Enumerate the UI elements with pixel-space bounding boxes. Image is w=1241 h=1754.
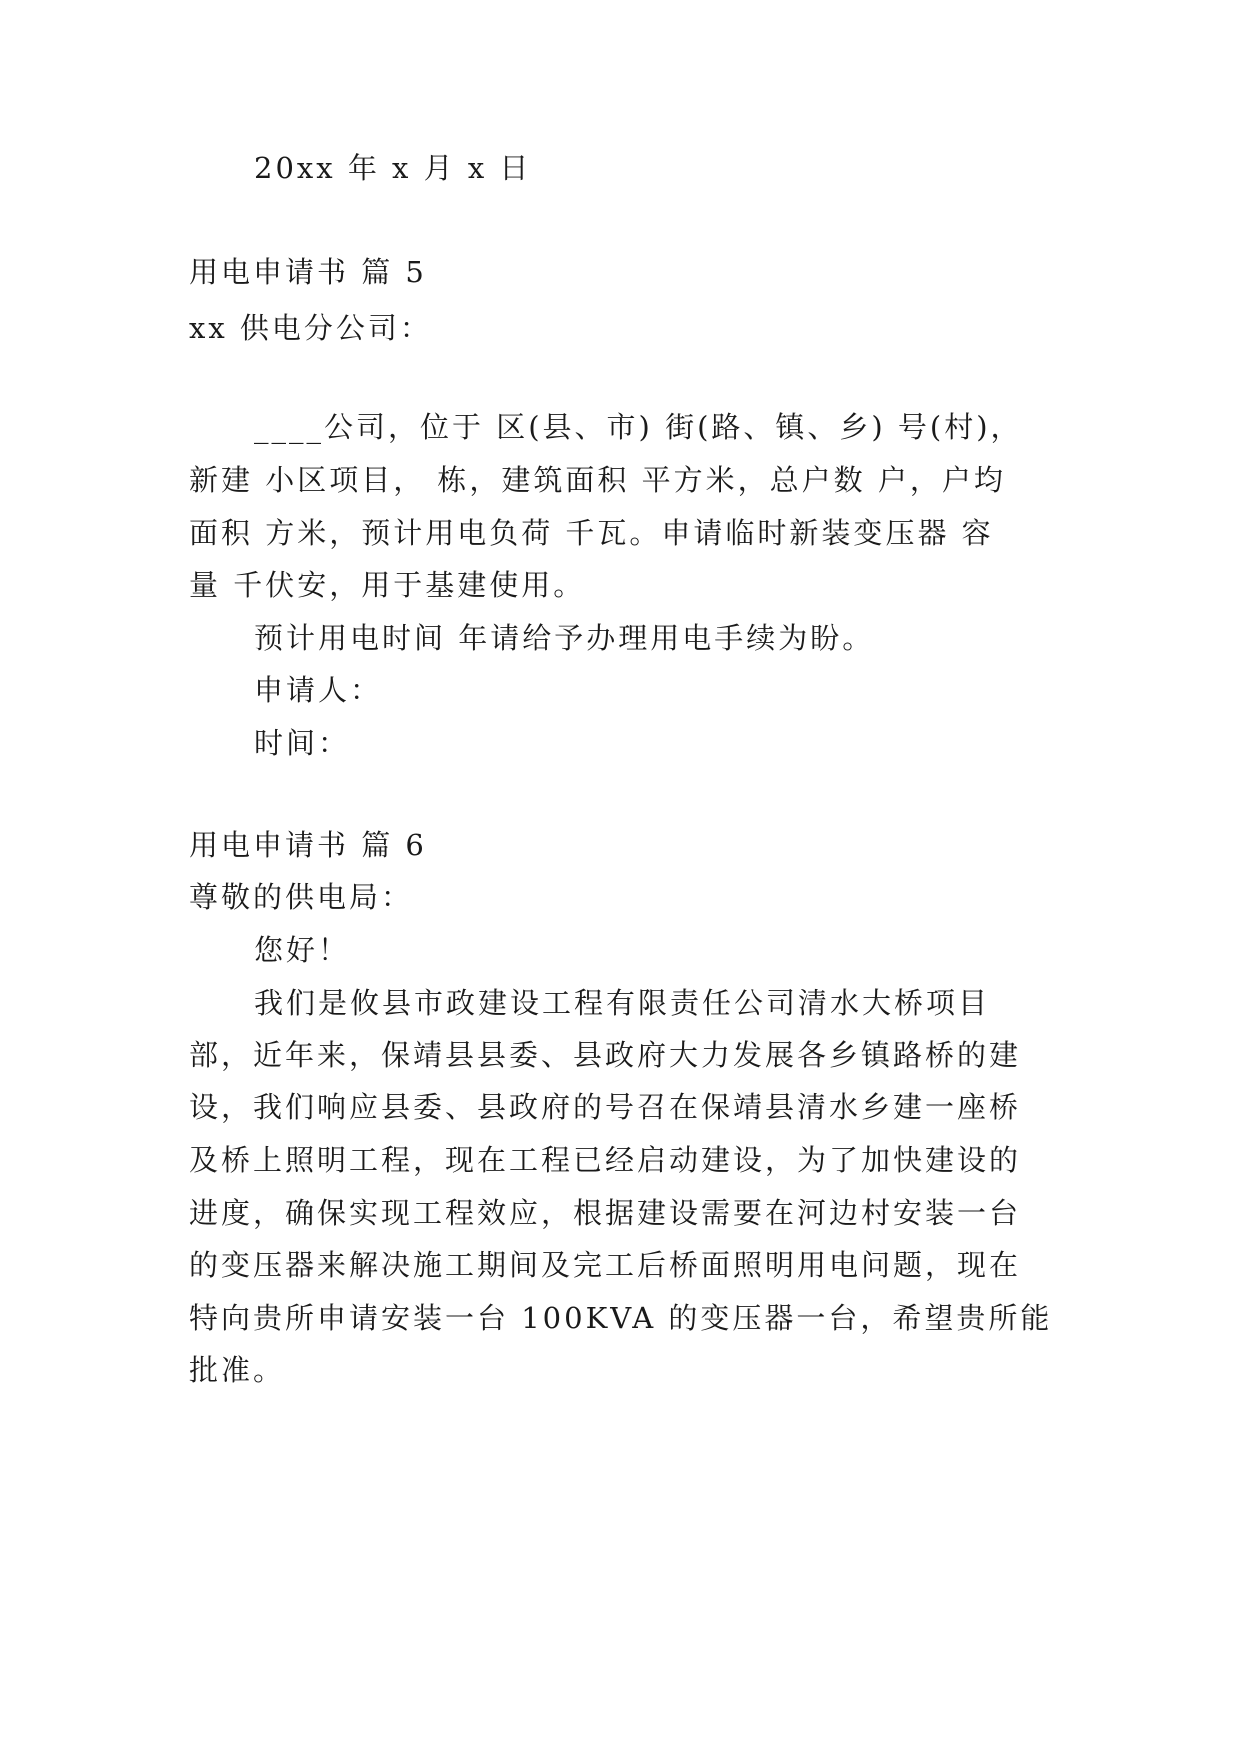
- section6-body-line-6: 的变压器来解决施工期间及完工后桥面照明用电问题，现在: [189, 1248, 1022, 1282]
- date-line: 20xx 年 x 月 x 日: [254, 151, 532, 185]
- section5-time-label: 时间：: [254, 726, 351, 760]
- section6-body-line-2: 部，近年来，保靖县县委、县政府大力发展各乡镇路桥的建: [189, 1038, 1022, 1072]
- section6-body-line-5: 进度，确保实现工程效应，根据建设需要在河边村安装一台: [189, 1196, 1022, 1230]
- section5-body-line-1: ____公司，位于 区(县、市) 街(路、镇、乡) 号(村)，: [254, 410, 1023, 444]
- section6-title: 用电申请书 篇 6: [189, 828, 427, 862]
- section6-body-line-8: 批准。: [189, 1353, 286, 1387]
- section5-body-line-3: 面积 方米，预计用电负荷 千瓦。申请临时新装变压器 容: [189, 516, 994, 550]
- section5-title: 用电申请书 篇 5: [189, 255, 427, 289]
- section6-body-line-7: 特向贵所申请安装一台 100KVA 的变压器一台，希望贵所能: [189, 1301, 1053, 1335]
- section6-addressee: 尊敬的供电局：: [189, 880, 414, 914]
- section5-addressee: xx 供电分公司：: [189, 311, 432, 345]
- section6-body-line-1: 我们是攸县市政建设工程有限责任公司清水大桥项目: [254, 986, 991, 1020]
- section6-body-line-4: 及桥上照明工程，现在工程已经启动建设，为了加快建设的: [189, 1143, 1022, 1177]
- section6-body-line-3: 设，我们响应县委、县政府的号召在保靖县清水乡建一座桥: [189, 1090, 1022, 1124]
- section5-request-line: 预计用电时间 年请给予办理用电手续为盼。: [254, 621, 875, 655]
- section5-applicant-label: 申请人：: [254, 673, 383, 707]
- section5-body-line-2: 新建 小区项目， 栋，建筑面积 平方米，总户数 户，户均: [189, 463, 1006, 497]
- section5-body-line-4: 量 千伏安，用于基建使用。: [189, 568, 586, 602]
- section6-greeting: 您好！: [254, 933, 351, 967]
